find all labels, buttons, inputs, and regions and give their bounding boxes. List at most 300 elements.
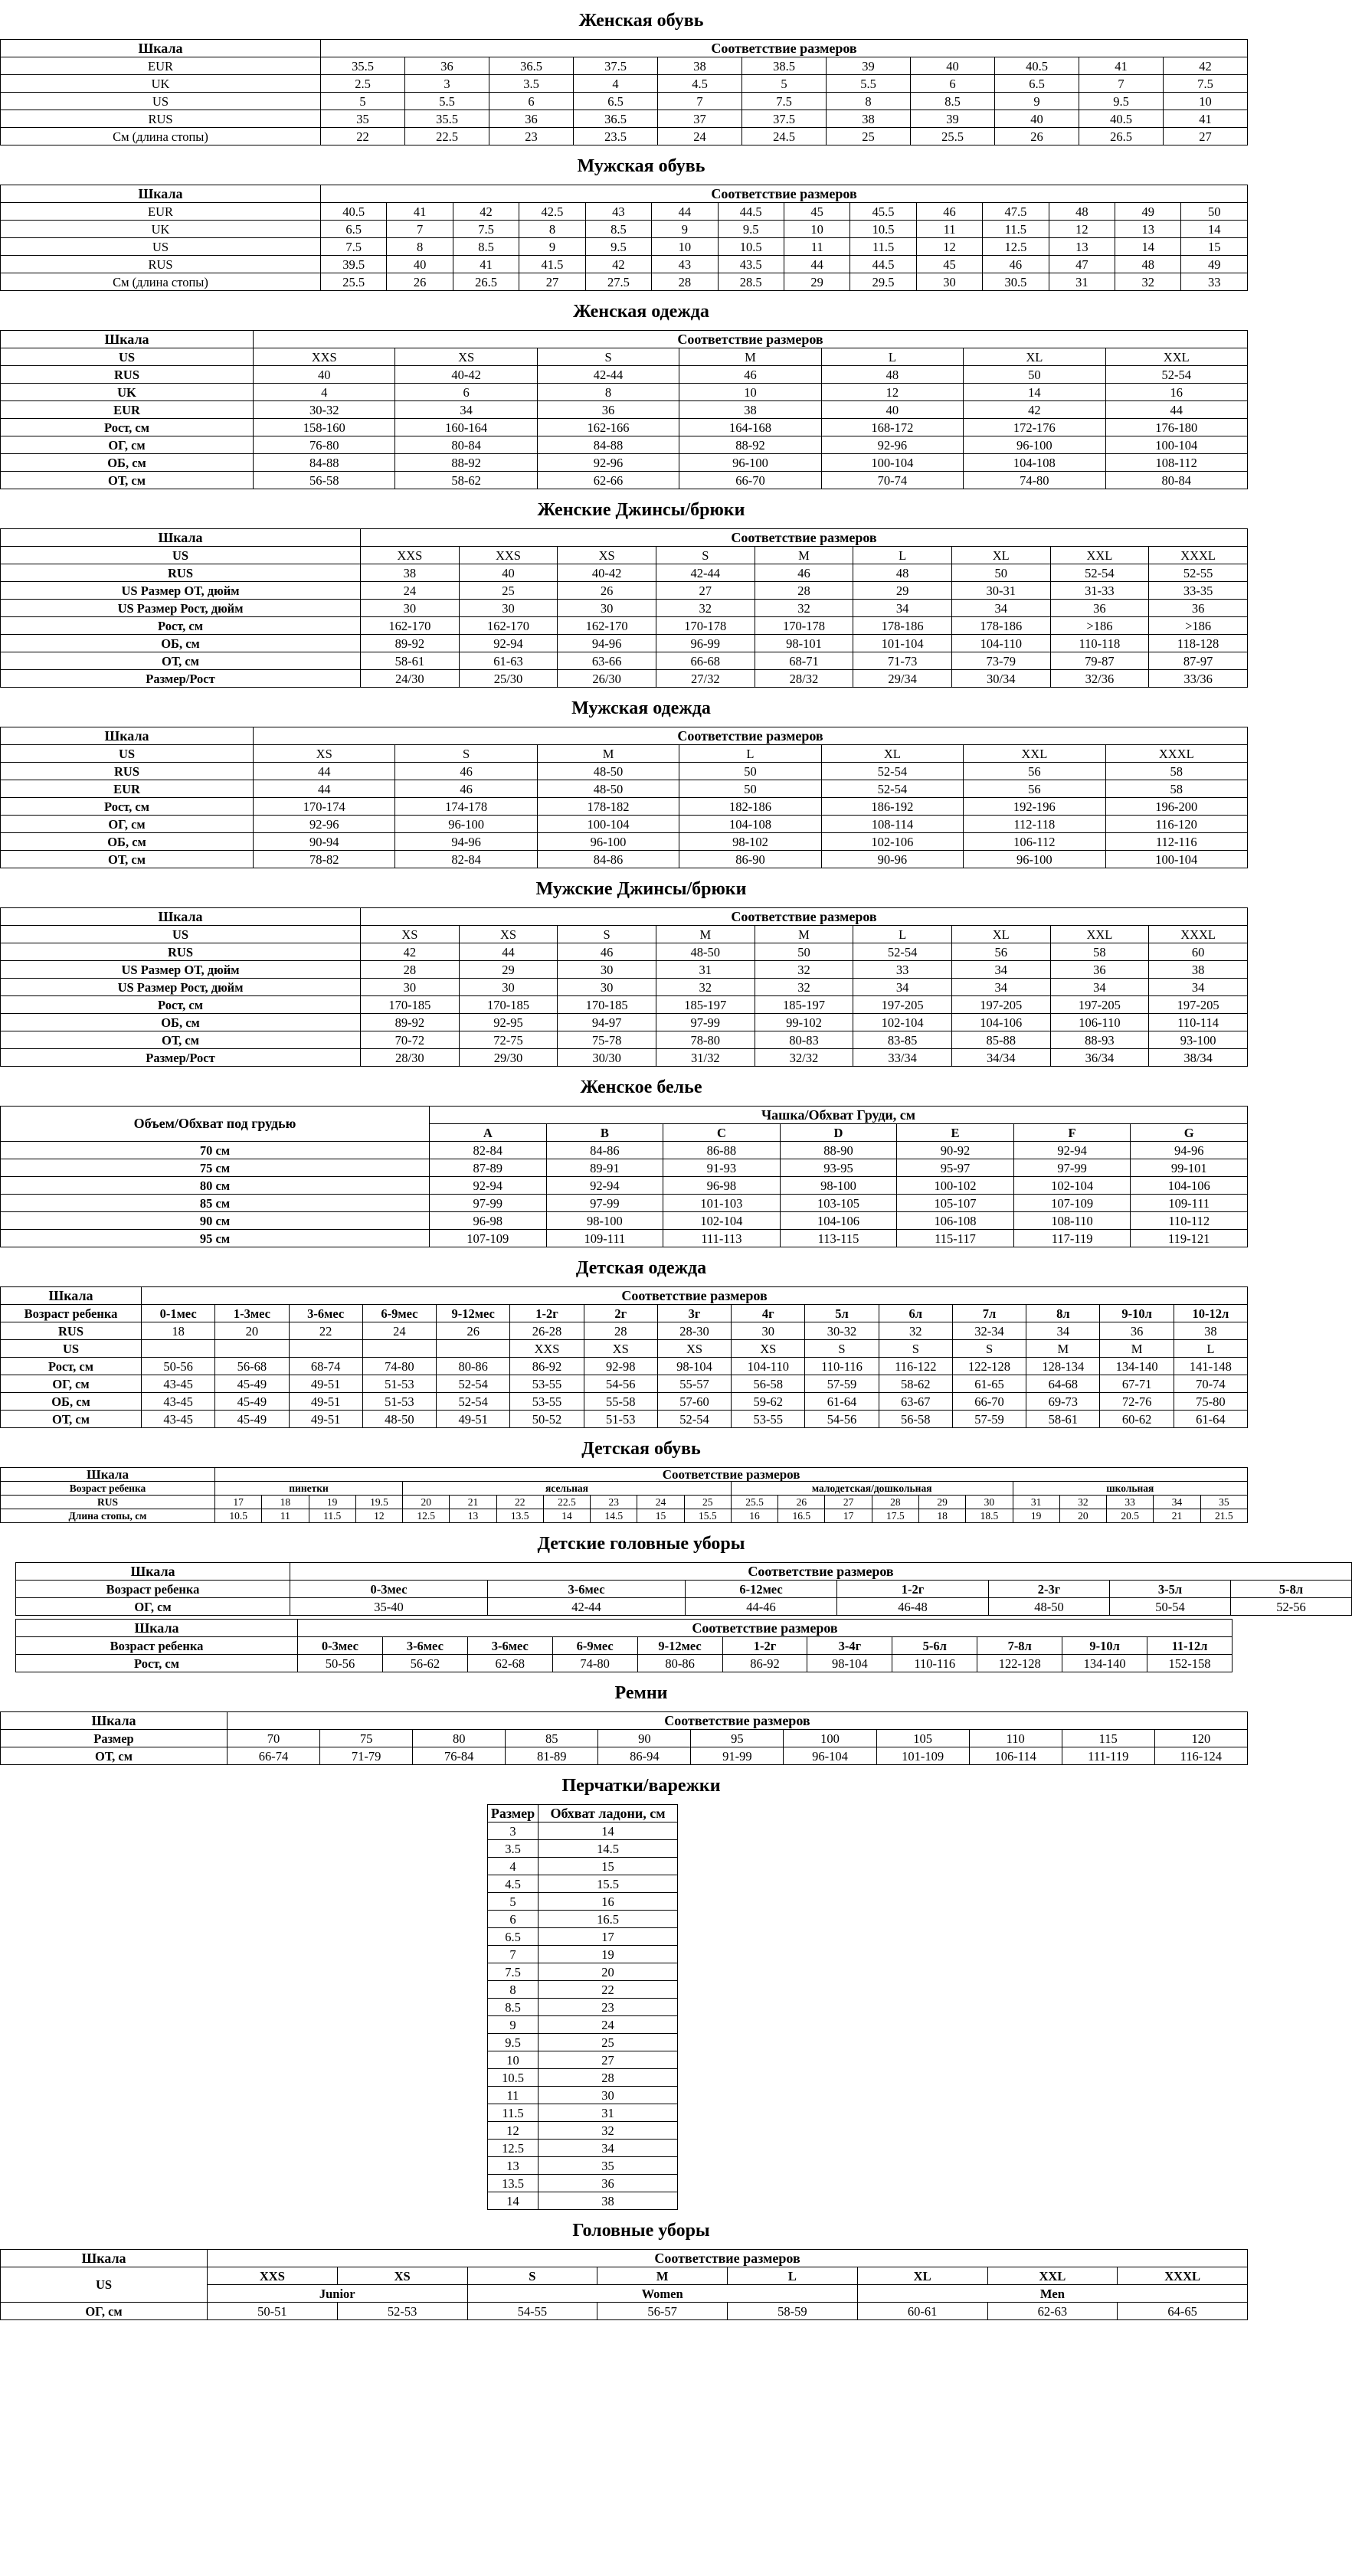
value-cell: 44 — [652, 203, 718, 221]
value-cell: 108-114 — [821, 816, 963, 833]
value-cell: 111-119 — [1062, 1747, 1154, 1765]
section-kids-clothing — [0, 1258, 1282, 1428]
row-label-cell: ОГ, см — [1, 2303, 208, 2320]
value-cell: 6л — [879, 1305, 952, 1322]
value-cell: 44-46 — [686, 1598, 837, 1616]
value-cell: 100-104 — [537, 816, 679, 833]
section-women-jeans — [0, 500, 1282, 688]
header-cell: Соответствие размеров — [228, 1712, 1248, 1730]
row-label-cell: Возраст ребенка — [16, 1637, 298, 1655]
value-cell: 29 — [853, 582, 952, 600]
value-cell: 24 — [539, 2016, 678, 2034]
value-cell: 34 — [1026, 1322, 1100, 1340]
value-cell: 76-80 — [254, 436, 395, 454]
value-cell: 8 — [537, 384, 679, 401]
row-label-cell: RUS — [1, 1496, 215, 1509]
value-cell: 72-75 — [459, 1031, 558, 1049]
value-cell: 27 — [1164, 128, 1248, 145]
value-cell: 3 — [488, 1822, 539, 1840]
value-cell: 33 — [1181, 273, 1248, 291]
value-cell: 62-68 — [467, 1655, 552, 1672]
value-cell: 71-73 — [853, 652, 952, 670]
value-cell: 82-84 — [395, 851, 537, 868]
value-cell: 18 — [262, 1496, 309, 1509]
section-title: Перчатки/варежки — [561, 1776, 721, 1796]
value-cell: 36 — [537, 401, 679, 419]
value-cell: 8.5 — [488, 1999, 539, 2016]
value-cell: 4.5 — [658, 75, 742, 93]
table-row — [1, 472, 1248, 489]
value-cell: 15 — [637, 1509, 684, 1523]
value-cell: 28/32 — [755, 670, 853, 688]
value-cell: 60-62 — [1100, 1411, 1174, 1428]
value-cell: 50-52 — [510, 1411, 584, 1428]
row-label-cell: ОГ, см — [1, 1375, 142, 1393]
value-cell: 30 — [539, 2087, 678, 2104]
value-cell: 72-76 — [1100, 1393, 1174, 1411]
value-cell: 30 — [558, 979, 656, 996]
value-cell: 86-92 — [722, 1655, 807, 1672]
kids-shoes-table — [0, 1467, 1248, 1523]
value-cell: 97-99 — [1013, 1159, 1131, 1177]
value-cell: 45-49 — [215, 1411, 289, 1428]
value-cell: 26-28 — [510, 1322, 584, 1340]
value-cell: 26/30 — [558, 670, 656, 688]
value-cell: 16.5 — [778, 1509, 825, 1523]
value-cell: 42-44 — [656, 564, 755, 582]
value-cell: 88-92 — [395, 454, 537, 472]
value-cell: 43-45 — [142, 1411, 215, 1428]
value-cell: 6.5 — [995, 75, 1079, 93]
value-cell — [289, 1340, 362, 1358]
value-cell: 44 — [254, 780, 395, 798]
value-cell: M — [755, 547, 853, 564]
value-cell: 134-140 — [1062, 1655, 1147, 1672]
value-cell: 92-96 — [254, 816, 395, 833]
header-cell: Соответствие размеров — [254, 331, 1248, 348]
women-jeans-table — [0, 528, 1248, 688]
table-row — [1, 454, 1248, 472]
value-cell: 30-31 — [951, 582, 1050, 600]
header-cell: Соответствие размеров — [321, 40, 1248, 57]
value-cell: 11 — [916, 221, 982, 238]
value-cell: 102-104 — [663, 1212, 781, 1230]
row-label-cell: Рост, см — [1, 419, 254, 436]
value-cell: 36.5 — [489, 57, 574, 75]
value-cell: 58 — [1105, 780, 1247, 798]
value-cell: 16.5 — [539, 1911, 678, 1928]
value-cell: 4 — [488, 1858, 539, 1875]
value-cell: 106-112 — [964, 833, 1105, 851]
value-cell: 43-45 — [142, 1375, 215, 1393]
value-cell: 5л — [805, 1305, 879, 1322]
value-cell: XS — [459, 926, 558, 943]
table-row — [1, 564, 1248, 582]
value-cell: 116-120 — [1105, 816, 1247, 833]
value-cell: 32 — [755, 961, 853, 979]
value-cell: 1-2г — [510, 1305, 584, 1322]
value-cell: 44.5 — [718, 203, 784, 221]
value-cell: 52-54 — [1105, 366, 1247, 384]
header-row — [1, 40, 1248, 57]
value-cell: 69-73 — [1026, 1393, 1100, 1411]
value-cell: 27.5 — [585, 273, 651, 291]
row-label-cell: ОТ, см — [1, 472, 254, 489]
section-title: Детская одежда — [575, 1258, 707, 1278]
table-row — [1, 238, 1248, 256]
value-cell — [362, 1340, 436, 1358]
value-cell: 98-104 — [807, 1655, 892, 1672]
value-cell: 24 — [658, 128, 742, 145]
table-row — [1, 745, 1248, 763]
value-cell: 42 — [964, 401, 1105, 419]
value-cell: 50-54 — [1110, 1598, 1231, 1616]
value-cell: 74-80 — [552, 1655, 637, 1672]
value-cell: 80-86 — [437, 1358, 510, 1375]
value-cell: S — [656, 547, 755, 564]
row-label-cell: ОГ, см — [1, 816, 254, 833]
value-cell: 7.5 — [1164, 75, 1248, 93]
men-jeans-table — [0, 907, 1248, 1067]
table-row — [1, 273, 1248, 291]
value-cell: 20.5 — [1107, 1509, 1154, 1523]
value-cell: 5 — [742, 75, 827, 93]
value-cell: 89-92 — [361, 635, 460, 652]
table-row — [1, 366, 1248, 384]
row-label-cell: US — [1, 238, 321, 256]
value-cell: 26 — [995, 128, 1079, 145]
value-cell: 43 — [585, 203, 651, 221]
value-cell: 38/34 — [1149, 1049, 1248, 1067]
table-row — [1, 635, 1248, 652]
value-cell: 158-160 — [254, 419, 395, 436]
table-row — [1, 670, 1248, 688]
value-cell: 17 — [215, 1496, 262, 1509]
table-row — [488, 2051, 678, 2069]
value-cell: 52-54 — [437, 1375, 510, 1393]
value-cell: 98-102 — [679, 833, 821, 851]
value-cell: 104-106 — [1131, 1177, 1248, 1195]
value-cell: 162-166 — [537, 419, 679, 436]
women-clothing-table — [0, 330, 1248, 489]
value-cell: 40 — [911, 57, 995, 75]
value-cell: 23.5 — [574, 128, 658, 145]
value-cell: XS — [584, 1340, 657, 1358]
value-cell: 43.5 — [718, 256, 784, 273]
row-label-cell: 90 см — [1, 1212, 430, 1230]
value-cell: 14.5 — [539, 1840, 678, 1858]
scale-label-cell: Шкала — [1, 727, 254, 745]
value-cell: 90-94 — [254, 833, 395, 851]
value-cell: 141-148 — [1174, 1358, 1247, 1375]
value-cell: 14 — [488, 2192, 539, 2210]
value-cell: 32 — [879, 1322, 952, 1340]
women-lingerie-table — [0, 1106, 1248, 1247]
value-cell: 11-12л — [1147, 1637, 1233, 1655]
value-cell: 40 — [387, 256, 453, 273]
value-cell: 26 — [778, 1496, 825, 1509]
value-cell: 31/32 — [656, 1049, 755, 1067]
value-cell: 118-128 — [1149, 635, 1248, 652]
value-cell: XS — [657, 1340, 731, 1358]
value-cell: 56-58 — [254, 472, 395, 489]
value-cell: 40-42 — [395, 366, 537, 384]
value-cell: 27/32 — [656, 670, 755, 688]
table-row — [1, 1014, 1248, 1031]
value-cell: 97-99 — [656, 1014, 755, 1031]
value-cell: 30 — [966, 1496, 1013, 1509]
value-cell: 178-186 — [853, 617, 952, 635]
scale-label-cell: Объем/Обхват под грудью — [1, 1107, 430, 1142]
value-cell: 51-53 — [362, 1375, 436, 1393]
value-cell: 19 — [1013, 1509, 1059, 1523]
value-cell: 10 — [1164, 93, 1248, 110]
value-cell: 6.5 — [488, 1928, 539, 1946]
row-label-cell: RUS — [1, 763, 254, 780]
value-cell: 101-103 — [663, 1195, 781, 1212]
value-cell: S — [558, 926, 656, 943]
row-label-cell: US — [1, 93, 321, 110]
table-row — [1, 203, 1248, 221]
value-cell: 3.5 — [488, 1840, 539, 1858]
value-cell: 32 — [656, 979, 755, 996]
value-cell: 94-97 — [558, 1014, 656, 1031]
value-cell: 122-128 — [952, 1358, 1026, 1375]
value-cell: 3.5 — [489, 75, 574, 93]
value-cell: 19.5 — [355, 1496, 402, 1509]
value-cell: 50-56 — [298, 1655, 383, 1672]
value-cell: 4 — [254, 384, 395, 401]
header-row — [1, 1468, 1248, 1482]
value-cell: 29/34 — [853, 670, 952, 688]
value-cell: 50 — [964, 366, 1105, 384]
value-cell: 40-42 — [558, 564, 656, 582]
gloves-table — [487, 1804, 678, 2210]
value-cell: 36.5 — [574, 110, 658, 128]
value-cell: 68-71 — [755, 652, 853, 670]
scale-label-cell: Шкала — [16, 1563, 290, 1581]
value-cell: 53-55 — [510, 1393, 584, 1411]
table-row — [1, 926, 1248, 943]
value-cell: 28 — [361, 961, 460, 979]
value-cell: 5.5 — [405, 93, 489, 110]
value-cell: 29.5 — [850, 273, 916, 291]
value-cell: 110-112 — [1131, 1212, 1248, 1230]
value-cell: 25 — [827, 128, 911, 145]
value-cell: 21 — [450, 1496, 496, 1509]
value-cell: 60 — [1149, 943, 1248, 961]
value-cell: 99-102 — [755, 1014, 853, 1031]
value-cell: 45 — [916, 256, 982, 273]
value-cell: 7.5 — [453, 221, 519, 238]
table-row — [1, 1049, 1248, 1067]
value-cell: 9 — [995, 93, 1079, 110]
value-cell: 28 — [584, 1322, 657, 1340]
value-cell: 185-197 — [656, 996, 755, 1014]
section-men-shoes — [0, 156, 1282, 291]
value-cell: 31-33 — [1050, 582, 1149, 600]
value-cell: 12.5 — [403, 1509, 450, 1523]
header-cell: Соответствие размеров — [290, 1563, 1352, 1581]
value-cell: 110-118 — [1050, 635, 1149, 652]
value-cell: 1-3мес — [215, 1305, 289, 1322]
value-cell: 6.5 — [321, 221, 387, 238]
value-cell: 58-61 — [1026, 1411, 1100, 1428]
value-cell: 55-57 — [657, 1375, 731, 1393]
table-row — [1, 128, 1248, 145]
value-cell: 56-58 — [879, 1411, 952, 1428]
table-row — [488, 2016, 678, 2034]
row-label-cell: RUS — [1, 110, 321, 128]
value-cell: 128-134 — [1026, 1358, 1100, 1375]
value-cell: M — [755, 926, 853, 943]
value-cell: 30 — [732, 1322, 805, 1340]
table-row — [488, 1911, 678, 1928]
value-cell: 37.5 — [742, 110, 827, 128]
value-cell: 26.5 — [1079, 128, 1164, 145]
value-cell: 24/30 — [361, 670, 460, 688]
value-cell: 22 — [496, 1496, 543, 1509]
value-cell: 20 — [215, 1322, 289, 1340]
value-cell: 13.5 — [488, 2175, 539, 2192]
value-cell: 4.5 — [488, 1875, 539, 1893]
value-cell: 55-58 — [584, 1393, 657, 1411]
section-title: Детские головные уборы — [537, 1534, 745, 1554]
value-cell: 56 — [964, 780, 1105, 798]
value-cell: 152-158 — [1147, 1655, 1233, 1672]
row-label-cell: RUS — [1, 1322, 142, 1340]
value-cell: 0-3мес — [290, 1581, 488, 1598]
row-label-cell: ОБ, см — [1, 1014, 361, 1031]
value-cell: 3г — [657, 1305, 731, 1322]
value-cell: 61-63 — [459, 652, 558, 670]
value-cell: 34 — [951, 979, 1050, 996]
value-cell: 6-12мес — [686, 1581, 837, 1598]
value-cell: 34 — [1050, 979, 1149, 996]
table-row — [16, 1655, 1233, 1672]
us-size-cell: M — [597, 2267, 728, 2285]
value-cell: 1-2г — [837, 1581, 989, 1598]
value-cell: 96-99 — [656, 635, 755, 652]
table-row — [488, 1858, 678, 1875]
value-cell: 111-113 — [663, 1230, 781, 1247]
value-cell: 48-50 — [656, 943, 755, 961]
value-cell: 92-95 — [459, 1014, 558, 1031]
value-cell: 115-117 — [897, 1230, 1014, 1247]
row-label-cell: US Размер Рост, дюйм — [1, 600, 361, 617]
value-cell: 66-70 — [679, 472, 821, 489]
value-cell: 82-84 — [430, 1142, 547, 1159]
value-cell: 16 — [1105, 384, 1247, 401]
header-row — [1, 908, 1248, 926]
value-cell: 6 — [911, 75, 995, 93]
value-cell: 101-109 — [876, 1747, 969, 1765]
value-cell: XXL — [964, 745, 1105, 763]
header-row — [488, 1805, 678, 1822]
value-cell: 81-89 — [506, 1747, 598, 1765]
header-cell: Соответствие размеров — [361, 908, 1248, 926]
value-cell: 122-128 — [977, 1655, 1062, 1672]
value-cell: 170-185 — [361, 996, 460, 1014]
value-cell: 185-197 — [755, 996, 853, 1014]
table-row — [1, 798, 1248, 816]
value-cell: 46 — [755, 564, 853, 582]
value-cell: 27 — [825, 1496, 872, 1509]
value-cell: 20 — [403, 1496, 450, 1509]
value-cell: 61-64 — [805, 1393, 879, 1411]
value-cell: 11 — [784, 238, 850, 256]
value-cell: 92-96 — [821, 436, 963, 454]
value-cell: 51-53 — [362, 1393, 436, 1411]
section-title: Ремни — [614, 1683, 668, 1703]
value-cell: 24 — [361, 582, 460, 600]
scale-label-cell: Шкала — [1, 2250, 208, 2267]
value-cell: 49-51 — [289, 1393, 362, 1411]
value-cell: 3-6мес — [488, 1581, 686, 1598]
value-cell: 90-96 — [821, 851, 963, 868]
section-title: Женская обувь — [578, 11, 704, 31]
value-cell: 94-96 — [395, 833, 537, 851]
value-cell: 120 — [1154, 1730, 1247, 1747]
value-cell: 30.5 — [983, 273, 1049, 291]
value-cell: 197-205 — [1149, 996, 1248, 1014]
value-cell: 42 — [1164, 57, 1248, 75]
value-cell: 98-104 — [657, 1358, 731, 1375]
value-cell: 8 — [827, 93, 911, 110]
value-cell: 7 — [387, 221, 453, 238]
value-cell: 13 — [450, 1509, 496, 1523]
value-cell: 3 — [405, 75, 489, 93]
value-cell: 10 — [488, 2051, 539, 2069]
table-row — [488, 2087, 678, 2104]
value-cell: XXS — [510, 1340, 584, 1358]
value-cell: 25.5 — [911, 128, 995, 145]
women-shoes-table — [0, 39, 1248, 145]
scale-label-cell: Шкала — [16, 1620, 298, 1637]
value-cell: 50 — [679, 780, 821, 798]
value-cell: 13 — [488, 2157, 539, 2175]
value-cell: L — [853, 547, 952, 564]
value-cell: 164-168 — [679, 419, 821, 436]
value-cell: 28-30 — [657, 1322, 731, 1340]
value-cell: 34 — [1149, 979, 1248, 996]
value-cell: 56 — [964, 763, 1105, 780]
value-cell: 9-12мес — [637, 1637, 722, 1655]
value-cell: 35.5 — [405, 110, 489, 128]
value-cell: 6 — [489, 93, 574, 110]
row-label-cell: ОГ, см — [16, 1598, 290, 1616]
value-cell: 43-45 — [142, 1393, 215, 1411]
section-title: Мужские Джинсы/брюки — [535, 879, 747, 899]
value-cell: 40 — [459, 564, 558, 582]
header-cell: Соответствие размеров — [215, 1468, 1248, 1482]
value-cell: 25.5 — [321, 273, 387, 291]
value-cell: 70-74 — [1174, 1375, 1247, 1393]
value-cell: 8.5 — [911, 93, 995, 110]
cup-cell: B — [546, 1124, 663, 1142]
value-cell: 100-102 — [897, 1177, 1014, 1195]
value-cell: 48-50 — [537, 780, 679, 798]
table-row — [1, 816, 1248, 833]
value-cell: 52-54 — [853, 943, 952, 961]
value-cell: 54-55 — [467, 2303, 597, 2320]
value-cell: 10-12л — [1174, 1305, 1247, 1322]
table-row — [1, 419, 1248, 436]
value-cell: 24.5 — [742, 128, 827, 145]
value-cell: 40 — [995, 110, 1079, 128]
value-cell: 62-66 — [537, 472, 679, 489]
value-cell: 176-180 — [1105, 419, 1247, 436]
